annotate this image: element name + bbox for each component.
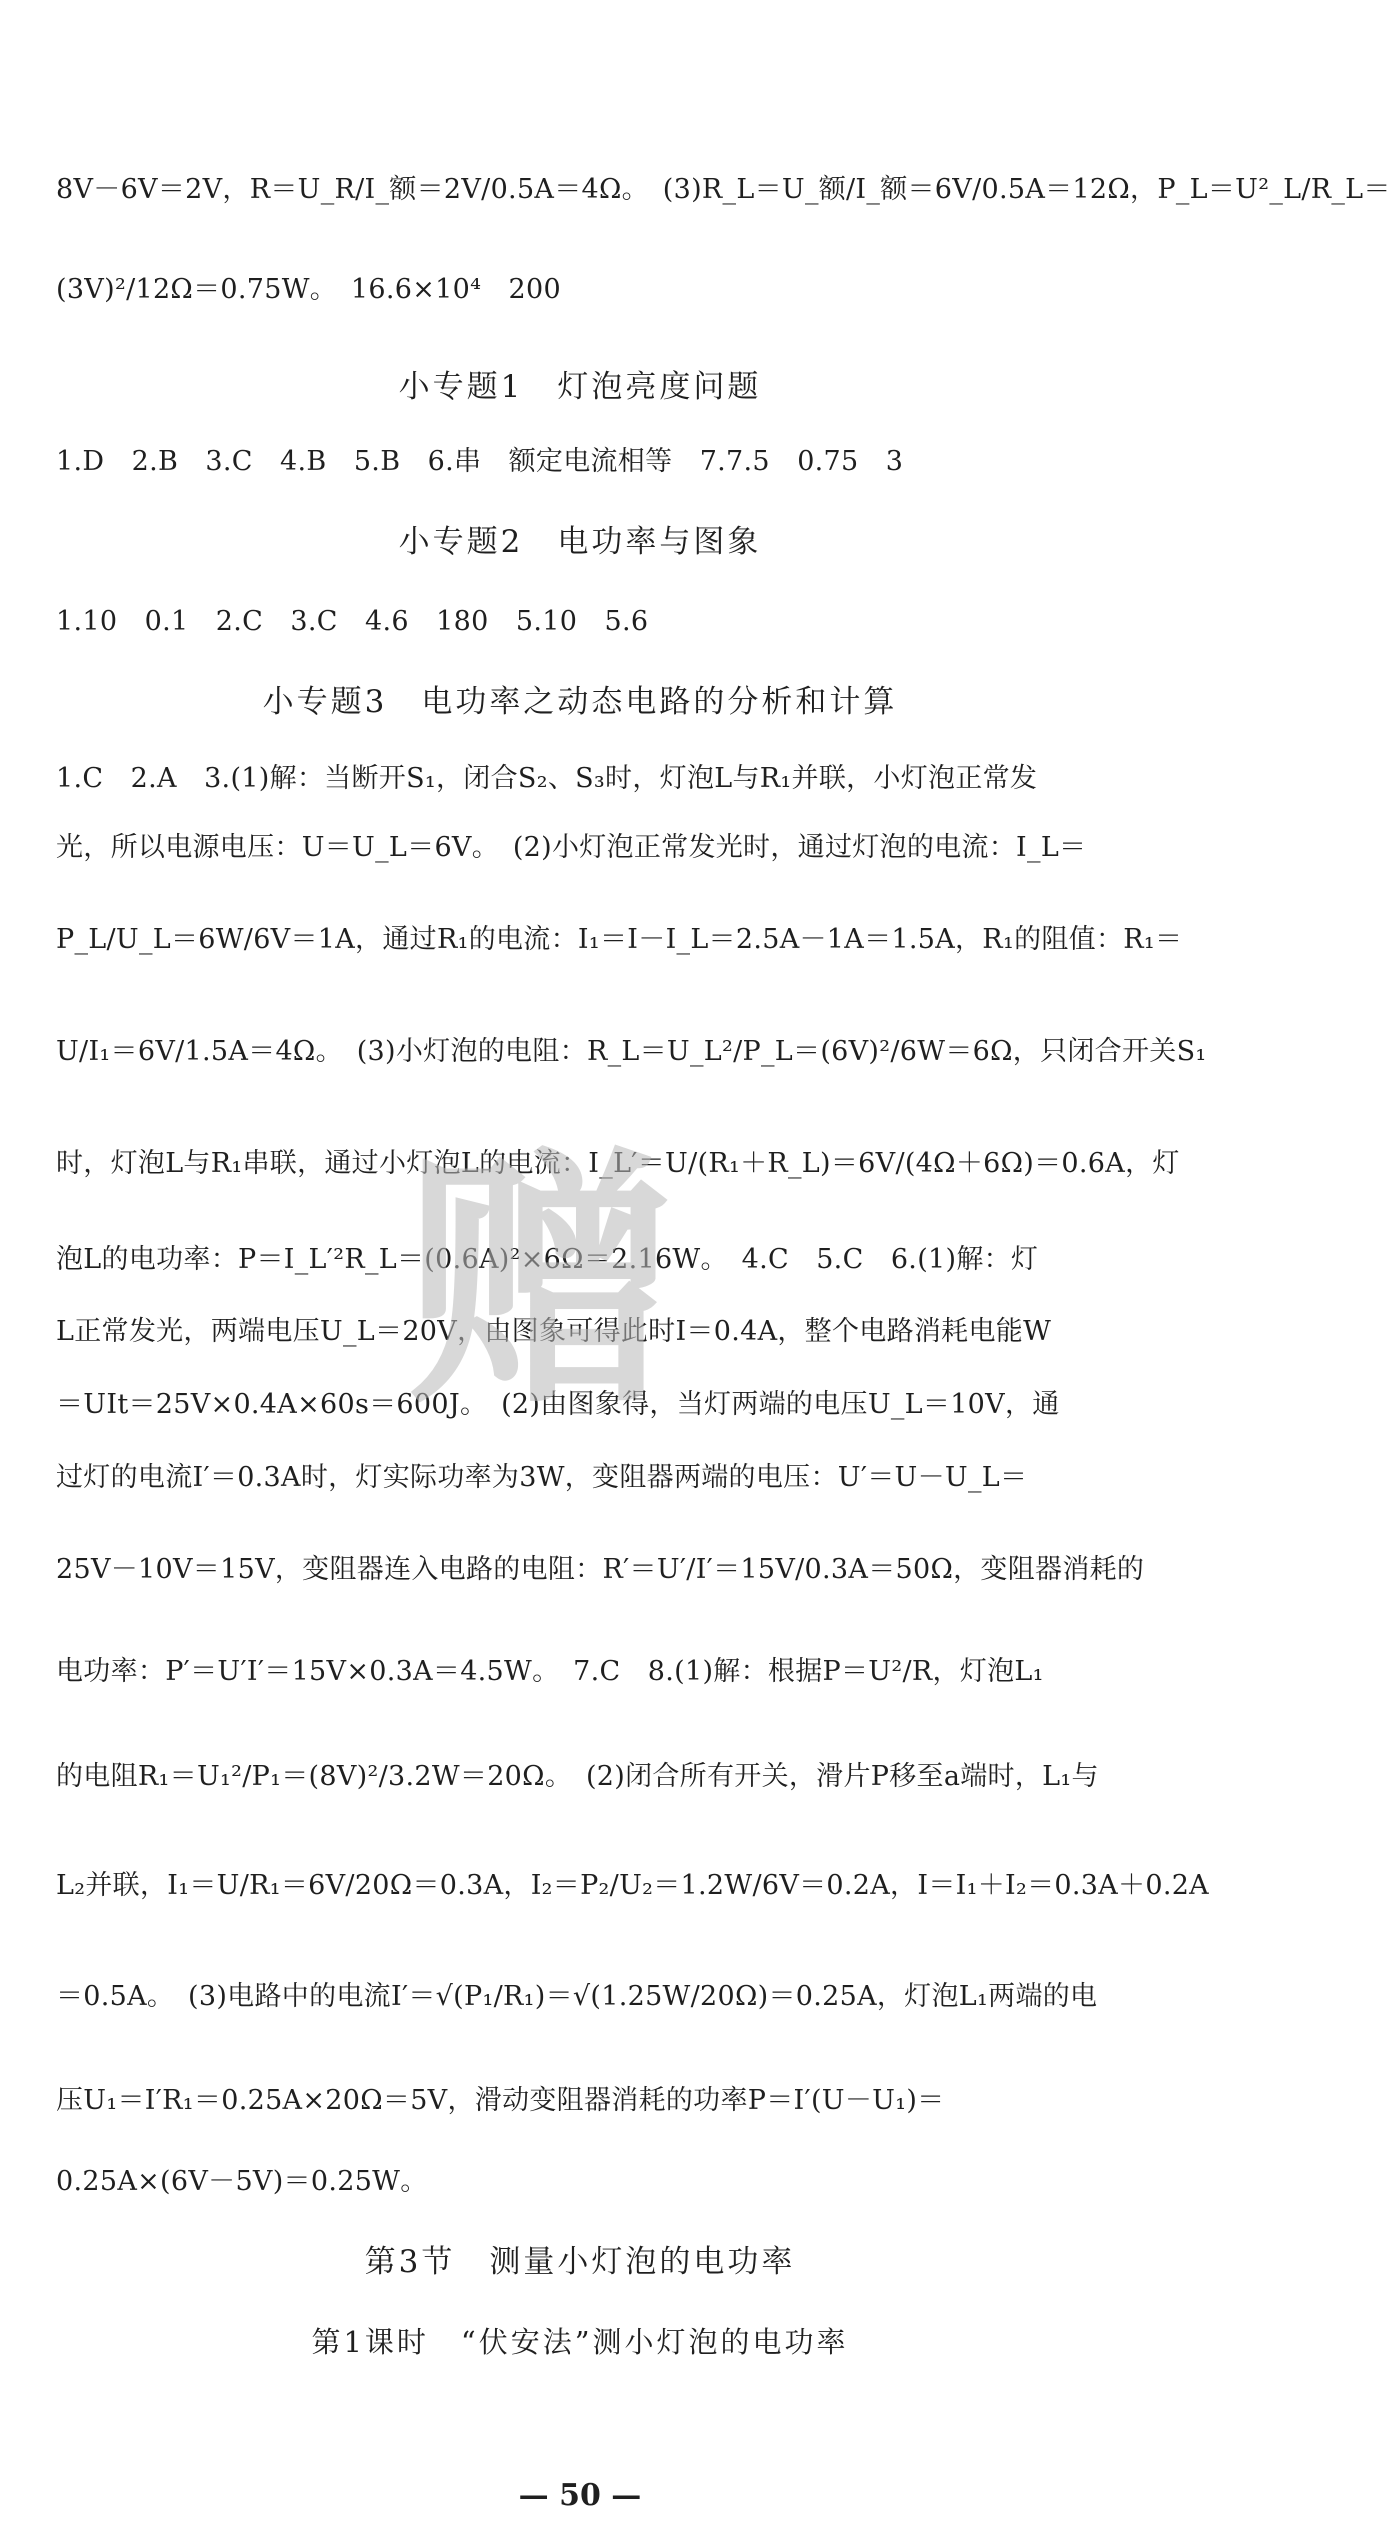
watermark-stamp: 赠 xyxy=(405,1125,675,1440)
text-line: 8V－6V＝2V，R＝U_R/I_额＝2V/0.5A＝4Ω。 (3)R_L＝U_额/I_额＝6V/0.5A＝12Ω，P_L＝U²_L/R_L＝ xyxy=(56,174,1391,205)
section-heading: 小专题1 灯泡亮度问题 xyxy=(398,369,762,405)
text-line: L₂并联，I₁＝U/R₁＝6V/20Ω＝0.3A，I₂＝P₂/U₂＝1.2W/6V＝0.2A，I＝I₁＋I₂＝0.3A＋0.2A xyxy=(56,1870,1209,1901)
text-line: 的电阻R₁＝U₁²/P₁＝(8V)²/3.2W＝20Ω。 (2)闭合所有开关，滑片P移至a端时，L₁与 xyxy=(56,1761,1099,1792)
text-line: P_L/U_L＝6W/6V＝1A，通过R₁的电流：I₁＝I－I_L＝2.5A－1A＝1.5A，R₁的阻值：R₁＝ xyxy=(56,924,1183,955)
section-heading: 小专题2 电功率与图象 xyxy=(398,524,762,560)
lesson-heading: 第1课时 “伏安法”测小灯泡的电功率 xyxy=(311,2325,849,2359)
section-heading: 第3节 测量小灯泡的电功率 xyxy=(364,2244,796,2280)
text-line: 电功率：P′＝U′I′＝15V×0.3A＝4.5W。 7.C 8.(1)解：根据P＝U²/R，灯泡L₁ xyxy=(56,1656,1044,1687)
text-line: U/I₁＝6V/1.5A＝4Ω。 (3)小灯泡的电阻：R_L＝U_L²/P_L＝(6V)²/6W＝6Ω，只闭合开关S₁ xyxy=(56,1036,1207,1067)
text-line: 0.25A×(6V－5V)＝0.25W。 xyxy=(56,2166,428,2197)
text-line: 时，灯泡L与R₁串联，通过小灯泡L的电流：I_L′＝U/(R₁＋R_L)＝6V/(4Ω＋6Ω)＝0.6A，灯 xyxy=(56,1148,1180,1179)
text-line: (3V)²/12Ω＝0.75W。 16.6×10⁴ 200 xyxy=(56,274,561,305)
text-line: ＝0.5A。 (3)电路中的电流I′＝√(P₁/R₁)＝√(1.25W/20Ω)＝0.25A，灯泡L₁两端的电 xyxy=(56,1981,1098,2012)
text-line: ＝UIt＝25V×0.4A×60s＝600J。 (2)由图象得，当灯两端的电压U_L＝10V，通 xyxy=(56,1389,1060,1420)
text-line: 压U₁＝I′R₁＝0.25A×20Ω＝5V，滑动变阻器消耗的功率P＝I′(U－U₁)＝ xyxy=(56,2085,945,2116)
text-line: 过灯的电流I′＝0.3A时，灯实际功率为3W，变阻器两端的电压：U′＝U－U_L＝ xyxy=(56,1462,1028,1493)
text-line: L正常发光，两端电压U_L＝20V，由图象可得此时I＝0.4A，整个电路消耗电能W xyxy=(56,1316,1052,1347)
text-line: 泡L的电功率：P＝I_L′²R_L＝(0.6A)²×6Ω＝2.16W。 4.C 5.C 6.(1)解：灯 xyxy=(56,1244,1039,1275)
text-line: 光，所以电源电压：U＝U_L＝6V。 (2)小灯泡正常发光时，通过灯泡的电流：I_L＝ xyxy=(56,832,1087,863)
text-line: 1.C 2.A 3.(1)解：当断开S₁，闭合S₂、S₃时，灯泡L与R₁并联，小灯泡正常发 xyxy=(56,763,1038,794)
text-line: 25V－10V＝15V，变阻器连入电路的电阻：R′＝U′/I′＝15V/0.3A＝50Ω，变阻器消耗的 xyxy=(56,1554,1145,1585)
text-line: 1.D 2.B 3.C 4.B 5.B 6.串 额定电流相等 7.7.5 0.75 3 xyxy=(56,446,904,477)
page-number: — 50 — xyxy=(518,2478,642,2513)
text-line: 1.10 0.1 2.C 3.C 4.6 180 5.10 5.6 xyxy=(56,606,649,637)
section-heading: 小专题3 电功率之动态电路的分析和计算 xyxy=(262,684,898,720)
